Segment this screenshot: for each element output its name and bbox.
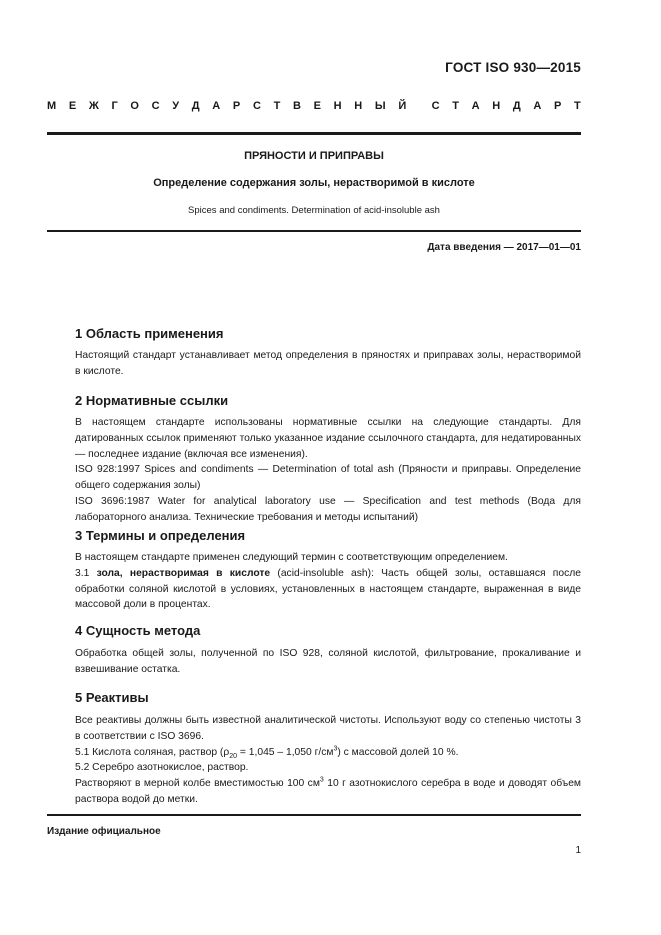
effective-date: Дата введения — 2017—01—01 bbox=[427, 242, 581, 253]
term: зола, нерастворимая в кислоте bbox=[96, 567, 271, 579]
heading-letter: Н bbox=[492, 100, 501, 112]
document-title-english: Spices and condiments. Determination of acid-insoluble ash bbox=[188, 205, 440, 216]
heading-letter: Ж bbox=[88, 100, 99, 112]
section-heading-reagents: 5 Реактивы bbox=[75, 690, 149, 705]
heading-letter: С bbox=[151, 100, 160, 112]
heading-letter: С bbox=[252, 100, 261, 112]
reagent-5-1: 5.1 Кислота соляная, раствор ($\rho_{20} = 1,045 - 1,050$ $г/см^3$) с массовой долей 10 %. bbox=[75, 745, 459, 760]
divider-top bbox=[47, 132, 581, 135]
reference-iso-928: ISO 928:1997 Spices and condiments — Determination of total ash (Пряности и приправы. Определение общего содержания золы) bbox=[75, 464, 581, 492]
heading-letter: У bbox=[172, 100, 180, 112]
section-scope-text bbox=[47, 348, 581, 380]
term-definition bbox=[47, 566, 581, 613]
heading-letter: Д bbox=[191, 100, 200, 112]
heading-letter: Е bbox=[313, 100, 321, 112]
heading-letter: Т bbox=[452, 100, 459, 112]
section-references-text bbox=[47, 415, 581, 526]
heading-letter: Т bbox=[273, 100, 281, 112]
reagent-5-2-preparation: Растворяют в мерной колбе вместимостью 100 $см^3$ 10 г азотнокислого серебра в воде и доводят объем раствора водой до метки. bbox=[75, 776, 581, 805]
page-number: 1 bbox=[575, 845, 581, 856]
paragraph: В настоящем стандарте использованы нормативные ссылки на следующие стандарты. Для датированных ссылок применяют только указанное издание ссылочного стандарта, для недатированных — последнее издание (включая все изменения). bbox=[75, 417, 581, 460]
heading-letter: А bbox=[471, 100, 480, 112]
document-subtitle: Определение содержания золы, нерастворимой в кислоте bbox=[153, 177, 475, 189]
divider-footer bbox=[47, 814, 581, 816]
heading-letter: Р bbox=[232, 100, 241, 112]
term-number: 3.1 bbox=[75, 567, 90, 579]
section-reagents-text bbox=[47, 713, 581, 808]
section-heading-references: 2 Нормативные ссылки bbox=[75, 393, 229, 408]
divider-middle bbox=[47, 230, 581, 232]
standard-type-heading bbox=[47, 100, 581, 112]
section-heading-scope: 1 Область применения bbox=[75, 326, 224, 341]
paragraph: Все реактивы должны быть известной аналитической чистоты. Используют воду со степенью чистоты 3 в соответствии с ISO 3696. bbox=[75, 715, 581, 742]
document-title: ПРЯНОСТИ И ПРИПРАВЫ bbox=[244, 150, 384, 162]
heading-letter: А bbox=[533, 100, 542, 112]
heading-letter: О bbox=[130, 100, 139, 112]
heading-letter: Д bbox=[512, 100, 521, 112]
heading-letter: Й bbox=[398, 100, 407, 112]
reagent-5-2: 5.2 Серебро азотнокислое, раствор. bbox=[75, 762, 249, 774]
standard-code: ГОСТ ISO 930—2015 bbox=[445, 60, 581, 75]
heading-letter: Р bbox=[553, 100, 562, 112]
section-principle-text bbox=[47, 646, 581, 678]
heading-letter: С bbox=[431, 100, 440, 112]
paragraph: Настоящий стандарт устанавливает метод определения в пряностях и приправах золы, нерастворимой в кислоте. bbox=[75, 350, 581, 377]
heading-letter: Н bbox=[354, 100, 363, 112]
heading-letter: Ы bbox=[374, 100, 386, 112]
reference-iso-3696: ISO 3696:1987 Water for analytical laboratory use — Specification and test methods (Вода для лабораторного анализа. Технические требования и методы испытаний) bbox=[75, 495, 581, 523]
heading-letter: Т bbox=[574, 100, 581, 112]
heading-letter: А bbox=[212, 100, 221, 112]
term-text: (acid-insoluble ash): Часть общей золы, оставшаяся после обработки соляной кислотой в условиях, установленных в настоящем стандарте, выраженная в виде массовой доли в процентах. bbox=[75, 567, 581, 611]
section-terms-text bbox=[47, 550, 581, 613]
heading-letter: В bbox=[292, 100, 301, 112]
heading-letter: Н bbox=[333, 100, 342, 112]
paragraph: Обработка общей золы, полученной по ISO 928, соляной кислотой, фильтрование, прокаливание и взвешивание остатка. bbox=[75, 648, 581, 675]
heading-letter: М bbox=[47, 100, 57, 112]
heading-letter: Г bbox=[111, 100, 118, 112]
section-heading-terms: 3 Термины и определения bbox=[75, 528, 246, 543]
official-edition-label: Издание официальное bbox=[47, 826, 161, 837]
paragraph: В настоящем стандарте применен следующий термин с соответствующим определением. bbox=[75, 552, 508, 563]
section-heading-principle: 4 Сущность метода bbox=[75, 623, 201, 638]
heading-letter: Е bbox=[68, 100, 77, 112]
